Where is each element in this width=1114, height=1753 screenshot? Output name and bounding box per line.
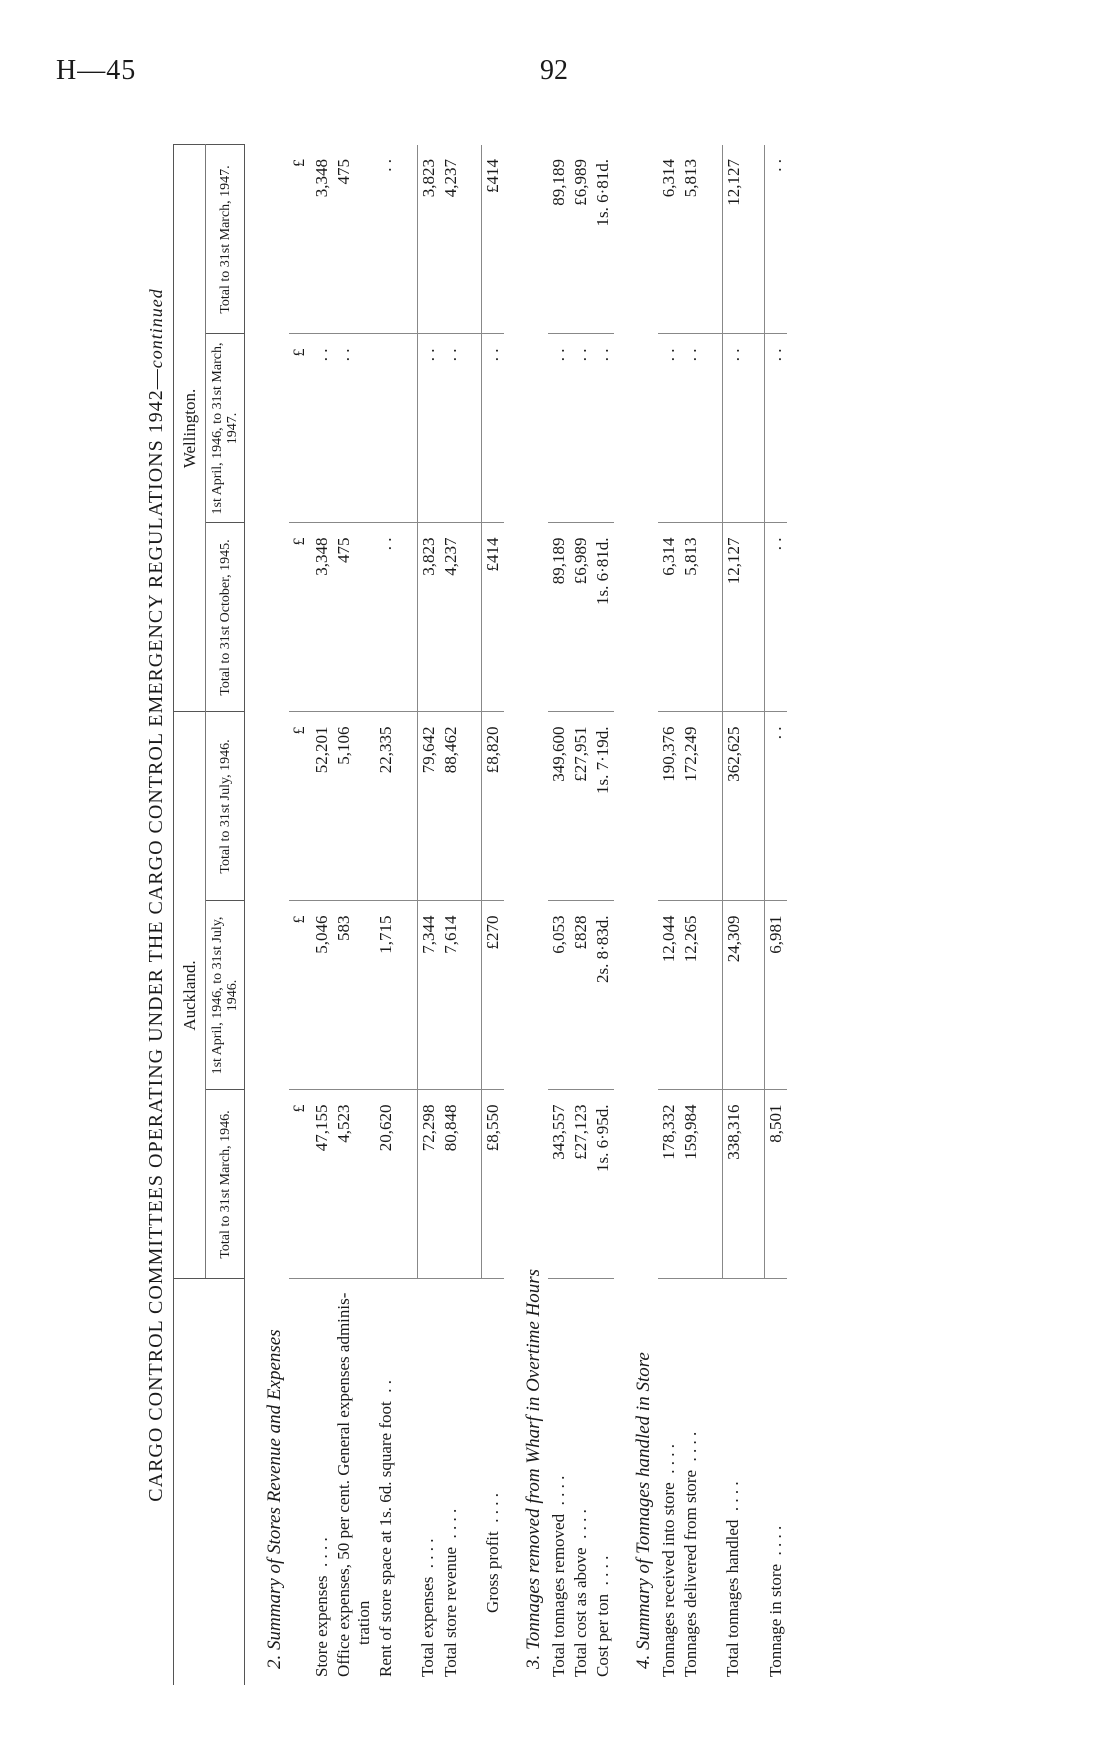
row-label: [570, 1279, 592, 1685]
cell: 4,237: [440, 523, 462, 712]
cell: £27,951: [570, 712, 592, 901]
table-row: [765, 145, 788, 1685]
row-label: [417, 1279, 440, 1685]
table-row: [333, 145, 375, 1685]
table-row: [570, 145, 592, 1685]
cell: 72,298: [417, 1090, 440, 1279]
dot-leader: . . . .: [549, 1475, 568, 1506]
cell: . .: [311, 334, 333, 523]
table-row: [289, 145, 311, 1685]
cell: 5,106: [333, 712, 375, 901]
spacer-row: [745, 145, 765, 1685]
row-label-text: Total cost as above: [571, 1547, 590, 1677]
cell: . .: [482, 334, 505, 523]
dot-leader: . . . .: [312, 1537, 331, 1567]
table-row: [680, 145, 702, 1685]
dot-leader: . . . .: [723, 1481, 742, 1512]
table-title-continued: continued: [146, 288, 166, 369]
cell: . .: [570, 334, 592, 523]
cell: 362,625: [722, 712, 745, 901]
cell: 475: [333, 145, 375, 334]
section-title: 3. Tonnages removed from Wharf in Overtime Hours: [523, 1268, 544, 1669]
table-row: [482, 145, 505, 1685]
group-wellington: Wellington.: [174, 145, 206, 712]
section-row: [614, 145, 658, 1685]
cell: 7,614: [440, 901, 462, 1090]
cell: £8,820: [482, 712, 505, 901]
section-title: 2. Summary of Stores Revenue and Expenses: [264, 1329, 285, 1669]
cell: £6,989: [570, 145, 592, 334]
table-row: [658, 145, 680, 1685]
cell: £414: [482, 523, 505, 712]
cell: 20,620: [375, 1090, 397, 1279]
cell: 3,823: [417, 523, 440, 712]
cell: 475: [333, 523, 375, 712]
dot-leader: . . . .: [440, 1508, 460, 1539]
cell: 6,981: [765, 901, 788, 1090]
col-header: Total to 31st March, 1947.: [206, 145, 245, 334]
row-label: [722, 1279, 745, 1685]
row-label: [482, 1279, 505, 1685]
cell: 24,309: [722, 901, 745, 1090]
cell: £270: [482, 901, 505, 1090]
section-row: [504, 145, 548, 1685]
row-label: [548, 1279, 570, 1685]
table-row: [440, 145, 462, 1685]
row-label-text: Total tonnages removed: [549, 1513, 568, 1677]
cell: 2s. 8·83d.: [592, 901, 614, 1090]
col-header: 1st April, 1946, to 31st March, 1947.: [206, 334, 245, 523]
cell: 343,557: [548, 1090, 570, 1279]
cell: 5,046: [311, 901, 333, 1090]
cell: . .: [658, 334, 680, 523]
cell: 47,155: [311, 1090, 333, 1279]
cell: 12,127: [722, 523, 745, 712]
cell: 6,314: [658, 145, 680, 334]
row-label: [680, 1279, 702, 1685]
cell: £6,989: [570, 523, 592, 712]
dot-leader: . . . .: [571, 1509, 590, 1539]
cell: 7,344: [417, 901, 440, 1090]
cell: 178,332: [658, 1090, 680, 1279]
cell: 5,813: [680, 523, 702, 712]
cell: . .: [417, 334, 440, 523]
row-label-text: Tonnages received into store: [659, 1482, 678, 1677]
table-row: [722, 145, 745, 1685]
col-header: Total to 31st July, 1946.: [206, 712, 245, 901]
row-label-text: Total store revenue: [440, 1546, 460, 1677]
cell: 8,501: [765, 1090, 788, 1279]
cell: 159,984: [680, 1090, 702, 1279]
row-label: [440, 1279, 462, 1685]
cell: £8,550: [482, 1090, 505, 1279]
cell: . .: [440, 334, 462, 523]
cell: £: [289, 712, 311, 901]
dot-leader: . . . .: [765, 1525, 785, 1556]
cell: . .: [375, 523, 397, 712]
cell: £: [289, 523, 311, 712]
table-row: [592, 145, 614, 1685]
cell: 349,600: [548, 712, 570, 901]
cell: 4,523: [333, 1090, 375, 1279]
cell: 80,848: [440, 1090, 462, 1279]
spacer-row: [702, 145, 722, 1685]
cell: £: [289, 901, 311, 1090]
header-blank: [174, 1279, 245, 1685]
row-label: [333, 1279, 375, 1685]
cell: 22,335: [375, 712, 397, 901]
dot-leader: . . . .: [593, 1555, 612, 1586]
table-title: [145, 125, 168, 1665]
cell: 1s. 7·19d.: [592, 712, 614, 901]
spacer-row: [462, 145, 482, 1685]
row-label-text: Office expenses, 50 per cent. General expenses adminis-: [334, 1292, 353, 1677]
row-label: [658, 1279, 680, 1685]
cell: 12,127: [722, 145, 745, 334]
cell: . .: [765, 334, 788, 523]
cell: 79,642: [417, 712, 440, 901]
row-label-text: Gross profit: [482, 1531, 502, 1613]
page-code: H—45: [56, 55, 137, 86]
cell: 1s. 6·81d.: [592, 523, 614, 712]
cell: . .: [765, 712, 788, 901]
cell: . .: [548, 334, 570, 523]
row-label-continuation: tration: [354, 1600, 373, 1645]
cell: . .: [592, 334, 614, 523]
cargo-table: [173, 144, 787, 1685]
cell: 88,462: [440, 712, 462, 901]
col-header: Total to 31st October, 1945.: [206, 523, 245, 712]
row-label-text: Rent of store space at 1s. 6d. square foot: [376, 1401, 395, 1677]
cell: 52,201: [311, 712, 333, 901]
row-label: [592, 1279, 614, 1685]
cell: . .: [680, 334, 702, 523]
dot-leader: . . . .: [482, 1493, 502, 1523]
cell: £414: [482, 145, 505, 334]
row-label-text: Total expenses: [418, 1576, 437, 1677]
cell: 12,044: [658, 901, 680, 1090]
table-title-text: CARGO CONTROL COMMITTEES OPERATING UNDER THE CARGO CONTROL EMERGENCY REGULATIONS 1942—: [145, 368, 167, 1502]
cell: 89,189: [548, 145, 570, 334]
cell: £: [289, 334, 311, 523]
cell: 3,823: [417, 145, 440, 334]
cell: 1s. 6·81d.: [592, 145, 614, 334]
section-row: [245, 145, 290, 1685]
row-label: [289, 1279, 311, 1685]
rotated-table-region: [145, 145, 945, 1685]
cell: 5,813: [680, 145, 702, 334]
row-label-text: Total tonnages handled: [723, 1519, 742, 1677]
cell: 338,316: [722, 1090, 745, 1279]
cell: 6,053: [548, 901, 570, 1090]
dot-leader: . .: [376, 1380, 395, 1393]
cell: . .: [333, 334, 375, 523]
spacer-row: [397, 145, 417, 1685]
row-label: [765, 1279, 788, 1685]
table-row: [375, 145, 397, 1685]
dot-leader: . . . .: [418, 1538, 437, 1569]
cell: 583: [333, 901, 375, 1090]
cell: . .: [722, 334, 745, 523]
cell: 6,314: [658, 523, 680, 712]
page-number: 92: [540, 55, 568, 86]
col-header: Total to 31st March, 1946.: [206, 1090, 245, 1279]
row-label-text: Store expenses: [312, 1575, 331, 1677]
row-label-text: Tonnage in store: [765, 1563, 785, 1677]
cell: [375, 334, 397, 523]
cell: . .: [765, 523, 788, 712]
cell: 190,376: [658, 712, 680, 901]
cell: . .: [375, 145, 397, 334]
cell: 89,189: [548, 523, 570, 712]
cell: £: [289, 1090, 311, 1279]
table-row: [417, 145, 440, 1685]
cell: 172,249: [680, 712, 702, 901]
group-auckland: Auckland.: [174, 712, 206, 1279]
cell: £27,123: [570, 1090, 592, 1279]
cell: 3,348: [311, 145, 333, 334]
table-row: [548, 145, 570, 1685]
col-header: 1st April, 1946, to 31st July, 1946.: [206, 901, 245, 1090]
cell: 1,715: [375, 901, 397, 1090]
cell: 1s. 6·95d.: [592, 1090, 614, 1279]
cell: £828: [570, 901, 592, 1090]
cell: 3,348: [311, 523, 333, 712]
dot-leader: . . . .: [659, 1444, 678, 1474]
cell: . .: [765, 145, 788, 334]
row-label-text: Cost per ton: [593, 1593, 612, 1677]
cell: 4,237: [440, 145, 462, 334]
row-label: [375, 1279, 397, 1685]
section-title: 4. Summary of Tonnages handled in Store: [633, 1352, 654, 1669]
cell: £: [289, 145, 311, 334]
row-label-text: Tonnages delivered from store: [681, 1470, 700, 1677]
table-row: [311, 145, 333, 1685]
row-label: [311, 1279, 333, 1685]
dot-leader: . . . .: [681, 1431, 700, 1462]
cell: 12,265: [680, 901, 702, 1090]
